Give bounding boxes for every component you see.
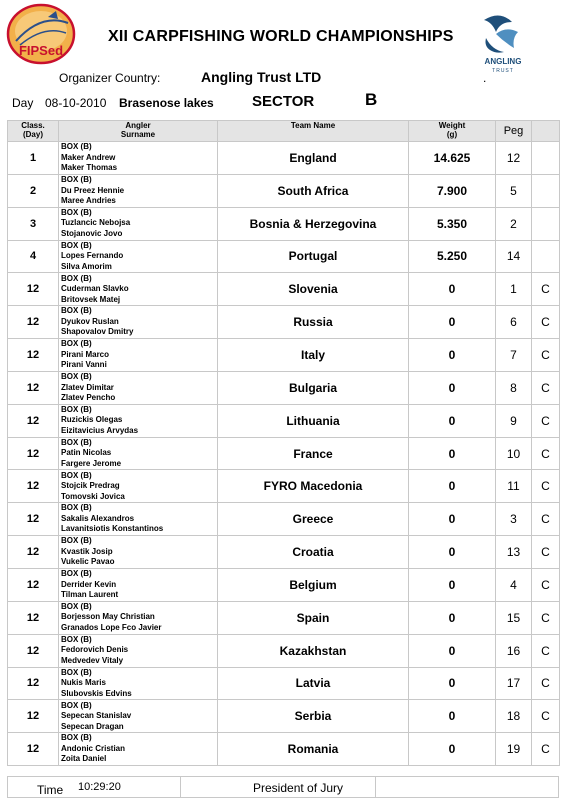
weight-cell: 0 [409, 306, 496, 339]
table-row [8, 667, 560, 700]
flag-cell: C [532, 568, 560, 601]
peg-cell: 8 [496, 371, 532, 404]
team-cell: Kazakhstan [218, 634, 409, 667]
table-row [8, 207, 560, 240]
organizer-label: Organizer Country: [59, 71, 161, 85]
organizer-value: Angling Trust LTD [201, 69, 322, 85]
box-label: BOX (B) [61, 372, 92, 382]
box-label: BOX (B) [61, 142, 92, 152]
team-cell: Romania [218, 733, 409, 766]
angler-name-1: Cuderman Slavko [61, 284, 129, 294]
svg-text:TRUST: TRUST [492, 68, 514, 74]
angler-name-1: Ruzickis Olegas [61, 415, 123, 425]
weight-cell: 5.250 [409, 240, 496, 273]
class-cell: 12 [8, 306, 59, 339]
svg-text:ANGLING: ANGLING [484, 57, 522, 66]
table-header-row [8, 121, 560, 142]
class-cell: 12 [8, 470, 59, 503]
angler-name-2: Maker Thomas [61, 163, 118, 173]
sector-label: SECTOR [252, 93, 315, 110]
table-row [8, 306, 560, 339]
weight-cell: 0 [409, 470, 496, 503]
angler-name-2: Granados Lope Fco Javier [61, 622, 162, 632]
col-header-class: Class. (Day) [8, 121, 59, 142]
peg-cell: 7 [496, 339, 532, 372]
weight-cell: 0 [409, 371, 496, 404]
angling-trust-logo [470, 8, 536, 76]
angler-cell [59, 437, 218, 470]
class-cell: 12 [8, 700, 59, 733]
class-cell: 4 [8, 240, 59, 273]
table-row [8, 601, 560, 634]
team-cell: Portugal [218, 240, 409, 273]
box-label: BOX (B) [61, 536, 92, 546]
team-cell: Greece [218, 503, 409, 536]
angler-name-1: Nukis Maris [61, 678, 106, 688]
flag-cell: C [532, 404, 560, 437]
day-label: Day [12, 96, 34, 110]
lake-name: Brasenose lakes [119, 96, 214, 110]
flag-cell [532, 174, 560, 207]
document-title: XII CARPFISHING WORLD CHAMPIONSHIPS [108, 28, 454, 45]
class-cell: 12 [8, 404, 59, 437]
class-cell: 12 [8, 601, 59, 634]
angler-name-1: Borjesson May Christian [61, 612, 155, 622]
table-row [8, 437, 560, 470]
angler-name-1: Zlatev Dimitar [61, 382, 114, 392]
angler-name-1: Derrider Kevin [61, 579, 117, 589]
table-row [8, 536, 560, 569]
flag-cell: C [532, 667, 560, 700]
col-header-team: Team Name [218, 121, 409, 142]
class-cell: 1 [8, 142, 59, 175]
class-cell: 12 [8, 667, 59, 700]
angler-name-2: Tomovski Jovica [61, 491, 125, 501]
angler-name-1: Andonic Cristian [61, 743, 126, 753]
team-cell: Serbia [218, 700, 409, 733]
angler-cell [59, 634, 218, 667]
angler-cell [59, 536, 218, 569]
peg-cell: 17 [496, 667, 532, 700]
angler-cell [59, 339, 218, 372]
angler-cell [59, 404, 218, 437]
table-row [8, 700, 560, 733]
weight-cell: 0 [409, 733, 496, 766]
peg-cell: 9 [496, 404, 532, 437]
team-cell: Bulgaria [218, 371, 409, 404]
class-cell: 12 [8, 273, 59, 306]
svg-text:FIPSed: FIPSed [18, 43, 64, 58]
class-cell: 12 [8, 437, 59, 470]
angler-name-2: Fargere Jerome [61, 458, 122, 468]
peg-cell: 14 [496, 240, 532, 273]
team-cell: Bosnia & Herzegovina [218, 207, 409, 240]
flag-cell: C [532, 371, 560, 404]
weight-cell: 0 [409, 437, 496, 470]
class-cell: 12 [8, 371, 59, 404]
table-row [8, 634, 560, 667]
table-row [8, 273, 560, 306]
box-label: BOX (B) [61, 667, 92, 677]
box-label: BOX (B) [61, 240, 92, 250]
angler-name-1: Du Preez Hennie [61, 185, 125, 195]
weight-cell: 0 [409, 503, 496, 536]
angler-name-2: Vukelic Pavao [61, 557, 115, 567]
peg-cell: 12 [496, 142, 532, 175]
peg-cell: 11 [496, 470, 532, 503]
angler-cell [59, 207, 218, 240]
team-cell: Spain [218, 601, 409, 634]
angler-cell [59, 503, 218, 536]
class-cell: 12 [8, 568, 59, 601]
peg-cell: 19 [496, 733, 532, 766]
flag-cell [532, 207, 560, 240]
weight-cell: 0 [409, 568, 496, 601]
peg-cell: 4 [496, 568, 532, 601]
angler-name-1: Sepecan Stanislav [61, 711, 132, 721]
angler-name-2: Pirani Vanni [61, 360, 107, 370]
team-cell: France [218, 437, 409, 470]
angler-name-2: Medvedev Vitaly [61, 655, 124, 665]
box-label: BOX (B) [61, 273, 92, 283]
box-label: BOX (B) [61, 503, 92, 513]
angler-name-2: Zoita Daniel [61, 754, 107, 764]
class-cell: 12 [8, 339, 59, 372]
angler-cell [59, 273, 218, 306]
peg-cell: 2 [496, 207, 532, 240]
angler-cell [59, 306, 218, 339]
angler-cell [59, 240, 218, 273]
angler-name-2: Britovsek Matej [61, 294, 121, 304]
angler-name-2: Sepecan Dragan [61, 721, 124, 731]
angler-name-2: Tilman Laurent [61, 590, 119, 600]
box-label: BOX (B) [61, 601, 92, 611]
angler-name-1: Tuzlancic Nebojsa [61, 218, 131, 228]
col-header-flag [532, 121, 560, 142]
peg-cell: 18 [496, 700, 532, 733]
angler-cell [59, 733, 218, 766]
box-label: BOX (B) [61, 700, 92, 710]
angler-name-1: Patin Nicolas [61, 448, 112, 458]
flag-cell: C [532, 601, 560, 634]
flag-cell: C [532, 536, 560, 569]
angler-cell [59, 470, 218, 503]
angler-name-2: Eizitavicius Arvydas [61, 425, 139, 435]
angler-name-2: Lavanitsiotis Konstantinos [61, 524, 164, 534]
class-cell: 12 [8, 634, 59, 667]
flag-cell: C [532, 437, 560, 470]
table-row [8, 142, 560, 175]
sector-value: B [365, 90, 378, 109]
angler-cell [59, 174, 218, 207]
flag-cell: C [532, 700, 560, 733]
team-cell: Belgium [218, 568, 409, 601]
flag-cell: C [532, 273, 560, 306]
dot-mark: . [483, 71, 487, 85]
weight-cell: 7.900 [409, 174, 496, 207]
angler-name-1: Stojcik Predrag [61, 481, 120, 491]
team-cell: Slovenia [218, 273, 409, 306]
angler-cell [59, 601, 218, 634]
peg-cell: 13 [496, 536, 532, 569]
box-label: BOX (B) [61, 634, 92, 644]
team-cell: South Africa [218, 174, 409, 207]
class-cell: 3 [8, 207, 59, 240]
time-value: 10:29:20 [78, 781, 121, 793]
angler-cell [59, 371, 218, 404]
class-cell: 2 [8, 174, 59, 207]
table-row [8, 404, 560, 437]
time-label: Time [37, 783, 64, 797]
table-row [8, 503, 560, 536]
peg-cell: 1 [496, 273, 532, 306]
box-label: BOX (B) [61, 733, 92, 743]
col-header-angler: Angler Surname [59, 121, 218, 142]
box-label: BOX (B) [61, 470, 92, 480]
peg-cell: 16 [496, 634, 532, 667]
flag-cell: C [532, 306, 560, 339]
peg-cell: 10 [496, 437, 532, 470]
weight-cell: 0 [409, 273, 496, 306]
box-label: BOX (B) [61, 404, 92, 414]
team-cell: England [218, 142, 409, 175]
results-table [7, 120, 560, 766]
box-label: BOX (B) [61, 437, 92, 447]
fipsed-logo [6, 3, 76, 65]
flag-cell: C [532, 733, 560, 766]
angler-cell [59, 568, 218, 601]
class-cell: 12 [8, 503, 59, 536]
table-row [8, 174, 560, 207]
flag-cell: C [532, 339, 560, 372]
angler-cell [59, 667, 218, 700]
table-row [8, 371, 560, 404]
flag-cell: C [532, 503, 560, 536]
angler-name-2: Zlatev Pencho [61, 393, 116, 403]
angler-name-1: Pirani Marco [61, 349, 110, 359]
flag-cell [532, 240, 560, 273]
col-header-weight: Weight (g) [409, 121, 496, 142]
angler-name-2: Slubovskis Edvins [61, 688, 132, 698]
peg-cell: 5 [496, 174, 532, 207]
box-label: BOX (B) [61, 569, 92, 579]
angler-name-1: Kvastik Josip [61, 546, 113, 556]
angler-cell [59, 142, 218, 175]
class-cell: 12 [8, 733, 59, 766]
angler-cell [59, 700, 218, 733]
box-label: BOX (B) [61, 306, 92, 316]
angler-name-2: Shapovalov Dmitry [61, 327, 134, 337]
angler-name-1: Lopes Fernando [61, 251, 124, 261]
angler-name-2: Maree Andries [61, 196, 116, 206]
team-cell: Croatia [218, 536, 409, 569]
box-label: BOX (B) [61, 175, 92, 185]
flag-cell: C [532, 634, 560, 667]
weight-cell: 0 [409, 536, 496, 569]
weight-cell: 0 [409, 700, 496, 733]
team-cell: Lithuania [218, 404, 409, 437]
peg-cell: 6 [496, 306, 532, 339]
angler-name-1: Maker Andrew [61, 152, 116, 162]
weight-cell: 0 [409, 339, 496, 372]
team-cell: Russia [218, 306, 409, 339]
box-label: BOX (B) [61, 207, 92, 217]
flag-cell [532, 142, 560, 175]
angler-name-2: Stojanovic Jovo [61, 228, 123, 238]
team-cell: FYRO Macedonia [218, 470, 409, 503]
angler-name-1: Dyukov Ruslan [61, 316, 119, 326]
peg-cell: 15 [496, 601, 532, 634]
team-cell: Latvia [218, 667, 409, 700]
angler-name-2: Silva Amorim [61, 261, 112, 271]
table-row [8, 470, 560, 503]
angler-name-1: Sakalis Alexandros [61, 513, 135, 523]
table-row [8, 733, 560, 766]
weight-cell: 5.350 [409, 207, 496, 240]
day-value: 08-10-2010 [45, 96, 107, 110]
weight-cell: 0 [409, 601, 496, 634]
box-label: BOX (B) [61, 339, 92, 349]
weight-cell: 0 [409, 404, 496, 437]
team-cell: Italy [218, 339, 409, 372]
table-row [8, 568, 560, 601]
jury-label: President of Jury [253, 781, 344, 795]
peg-cell: 3 [496, 503, 532, 536]
flag-cell: C [532, 470, 560, 503]
class-cell: 12 [8, 536, 59, 569]
col-header-peg: Peg [496, 121, 532, 142]
weight-cell: 14.625 [409, 142, 496, 175]
weight-cell: 0 [409, 667, 496, 700]
table-row [8, 339, 560, 372]
weight-cell: 0 [409, 634, 496, 667]
table-row [8, 240, 560, 273]
angler-name-1: Fedorovich Denis [61, 645, 129, 655]
